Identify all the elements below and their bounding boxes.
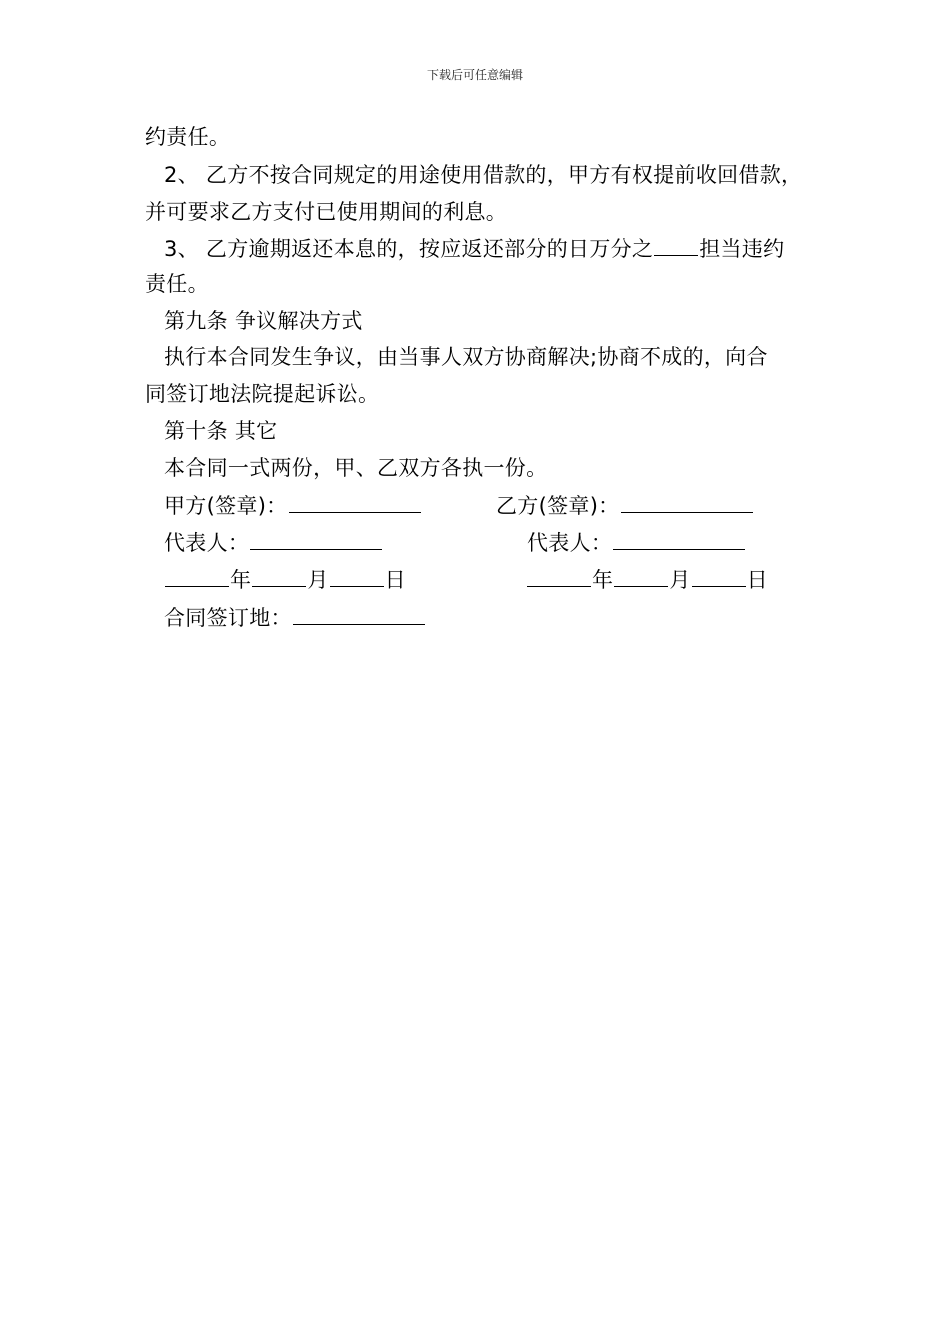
date-a-year-label: 年: [230, 568, 252, 592]
date-b-year-blank[interactable]: [527, 566, 591, 587]
date-b-month-label: 月: [669, 568, 691, 592]
date-a-day-blank[interactable]: [330, 566, 384, 587]
party-a-signature-blank[interactable]: [289, 492, 421, 513]
date-a-month-blank[interactable]: [252, 566, 306, 587]
clause-2-line-1: 2、 乙方不按合同规定的用途使用借款的，甲方有权提前收回借款，: [164, 163, 803, 187]
clause-3-line-1: [164, 235, 784, 262]
party-b-signature: [496, 492, 754, 519]
article-10-line-1: 本合同一式两份，甲、乙双方各执一份。: [164, 456, 548, 480]
rep-b-label: 代表人：: [527, 531, 613, 555]
article-9-title: 第九条 争议解决方式: [164, 309, 363, 333]
clause-2-line-2: 并可要求乙方支付已使用期间的利息。: [145, 200, 508, 224]
page-header: 下载后可任意编辑: [426, 68, 523, 82]
penalty-rate-blank[interactable]: [654, 235, 698, 256]
party-b-label: 乙方(签章)：: [496, 494, 620, 518]
date-a-year-blank[interactable]: [165, 566, 229, 587]
signing-place: [164, 604, 426, 631]
article-9-line-2: 同签订地法院提起诉讼。: [145, 382, 380, 406]
date-b-day-label: 日: [746, 568, 768, 592]
date-b: [526, 566, 768, 593]
party-b-signature-blank[interactable]: [621, 492, 753, 513]
date-b-month-blank[interactable]: [614, 566, 668, 587]
article-10-title: 第十条 其它: [164, 419, 278, 443]
rep-a-signature: [164, 529, 383, 556]
rep-a-blank[interactable]: [250, 529, 382, 550]
article-9-line-1: 执行本合同发生争议，由当事人双方协商解决;协商不成的，向合: [164, 345, 768, 369]
date-b-day-blank[interactable]: [692, 566, 746, 587]
clause-3-text-a: 3、 乙方逾期返还本息的，按应返还部分的日万分之: [164, 237, 654, 261]
date-a-day-label: 日: [384, 568, 406, 592]
date-a-month-label: 月: [307, 568, 329, 592]
paragraph-continuation: 约责任。: [145, 125, 231, 149]
rep-b-signature: [527, 529, 746, 556]
party-a-label: 甲方(签章)：: [164, 494, 288, 518]
signing-place-label: 合同签订地：: [164, 606, 292, 630]
signing-place-blank[interactable]: [293, 604, 425, 625]
date-b-year-label: 年: [592, 568, 614, 592]
party-a-signature: [164, 492, 422, 519]
rep-b-blank[interactable]: [613, 529, 745, 550]
clause-3-line-2: 责任。: [145, 272, 209, 296]
rep-a-label: 代表人：: [164, 531, 250, 555]
clause-3-text-b: 担当违约: [699, 237, 785, 261]
date-a: [164, 566, 406, 593]
